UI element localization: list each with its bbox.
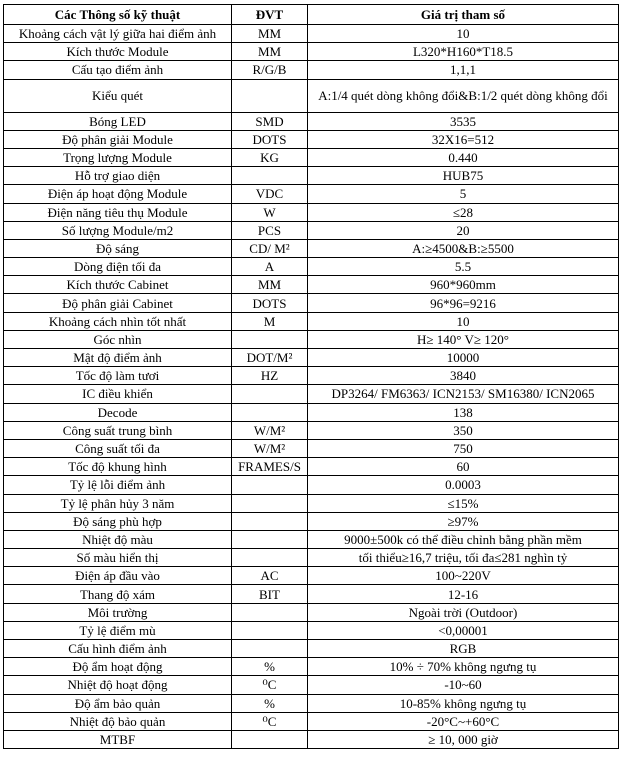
cell-param: Dòng điện tối đa [4, 258, 232, 276]
table-row [4, 312, 619, 330]
table-row [4, 458, 619, 476]
cell-param: Tốc độ làm tươi [4, 367, 232, 385]
cell-unit: MM [232, 25, 308, 43]
cell-value: 3840 [308, 367, 619, 385]
cell-value: 10000 [308, 349, 619, 367]
cell-param: Độ phân giải Cabinet [4, 294, 232, 312]
table-row [4, 43, 619, 61]
table-row [4, 203, 619, 221]
cell-param: Tốc độ khung hình [4, 458, 232, 476]
cell-unit: HZ [232, 367, 308, 385]
cell-unit [232, 79, 308, 112]
header-unit: ĐVT [232, 5, 308, 25]
cell-value: -20°C~+60°C [308, 712, 619, 730]
cell-unit [232, 512, 308, 530]
spec-table [3, 4, 619, 749]
cell-param: Độ phân giải Module [4, 130, 232, 148]
cell-value: H≥ 140° V≥ 120° [308, 330, 619, 348]
cell-param: Nhiệt độ hoạt động [4, 676, 232, 694]
cell-value: 0.440 [308, 148, 619, 166]
cell-unit: DOT/M² [232, 349, 308, 367]
table-row [4, 112, 619, 130]
spec-body [4, 25, 619, 749]
cell-param: Độ ẩm bảo quản [4, 694, 232, 712]
table-row [4, 712, 619, 730]
table-row [4, 658, 619, 676]
cell-value: 750 [308, 439, 619, 457]
cell-value: ≥97% [308, 512, 619, 530]
table-row [4, 25, 619, 43]
cell-param: Góc nhìn [4, 330, 232, 348]
table-row [4, 694, 619, 712]
cell-value: ≤28 [308, 203, 619, 221]
cell-unit: DOTS [232, 130, 308, 148]
table-row [4, 476, 619, 494]
cell-param: Trọng lượng Module [4, 148, 232, 166]
cell-value: <0,00001 [308, 621, 619, 639]
cell-value: 60 [308, 458, 619, 476]
cell-unit [232, 549, 308, 567]
cell-param: Tỷ lệ điểm mù [4, 621, 232, 639]
cell-unit: DOTS [232, 294, 308, 312]
cell-unit [232, 640, 308, 658]
cell-value: 100~220V [308, 567, 619, 585]
table-row [4, 640, 619, 658]
table-row [4, 621, 619, 639]
cell-value: 9000±500k có thể điều chỉnh bằng phần mềm [308, 530, 619, 548]
cell-unit [232, 476, 308, 494]
cell-unit [232, 330, 308, 348]
cell-value: RGB [308, 640, 619, 658]
cell-param: Độ sáng phù hợp [4, 512, 232, 530]
cell-value: 0.0003 [308, 476, 619, 494]
cell-unit: CD/ M² [232, 239, 308, 257]
table-row [4, 258, 619, 276]
cell-value: 10 [308, 25, 619, 43]
cell-param: Công suất tối đa [4, 439, 232, 457]
cell-unit: ⁰C [232, 712, 308, 730]
cell-value: 12-16 [308, 585, 619, 603]
cell-unit [232, 621, 308, 639]
cell-unit: MM [232, 276, 308, 294]
table-row [4, 549, 619, 567]
cell-value: 350 [308, 421, 619, 439]
table-row [4, 585, 619, 603]
cell-unit [232, 494, 308, 512]
cell-param: Decode [4, 403, 232, 421]
cell-param: Tỷ lệ phân hủy 3 năm [4, 494, 232, 512]
cell-param: Kích thước Cabinet [4, 276, 232, 294]
table-row [4, 567, 619, 585]
cell-value: 32X16=512 [308, 130, 619, 148]
cell-unit [232, 530, 308, 548]
table-row [4, 148, 619, 166]
cell-unit: SMD [232, 112, 308, 130]
table-row [4, 494, 619, 512]
cell-unit: W [232, 203, 308, 221]
cell-unit [232, 167, 308, 185]
cell-unit: VDC [232, 185, 308, 203]
table-row [4, 603, 619, 621]
cell-value: 960*960mm [308, 276, 619, 294]
table-row [4, 79, 619, 112]
table-row [4, 239, 619, 257]
header-value: Giá trị tham số [308, 5, 619, 25]
cell-unit: KG [232, 148, 308, 166]
cell-unit: AC [232, 567, 308, 585]
cell-param: Độ ẩm hoạt động [4, 658, 232, 676]
cell-param: Điện áp đầu vào [4, 567, 232, 585]
cell-unit: ⁰C [232, 676, 308, 694]
cell-param: Độ sáng [4, 239, 232, 257]
cell-value: 1,1,1 [308, 61, 619, 79]
cell-value: 5 [308, 185, 619, 203]
table-row [4, 403, 619, 421]
cell-param: Nhiệt độ màu [4, 530, 232, 548]
cell-value: 10% ÷ 70% không ngưng tụ [308, 658, 619, 676]
cell-unit: FRAMES/S [232, 458, 308, 476]
table-row [4, 61, 619, 79]
cell-param: Công suất trung bình [4, 421, 232, 439]
cell-param: Số màu hiển thị [4, 549, 232, 567]
cell-value: 20 [308, 221, 619, 239]
cell-unit: BIT [232, 585, 308, 603]
cell-value: 96*96=9216 [308, 294, 619, 312]
cell-value: 3535 [308, 112, 619, 130]
table-row [4, 530, 619, 548]
cell-value: ≤15% [308, 494, 619, 512]
cell-param: Số lượng Module/m2 [4, 221, 232, 239]
cell-param: Bóng LED [4, 112, 232, 130]
cell-value: HUB75 [308, 167, 619, 185]
cell-unit: MM [232, 43, 308, 61]
cell-param: Môi trường [4, 603, 232, 621]
cell-value: 5.5 [308, 258, 619, 276]
cell-param: IC điều khiển [4, 385, 232, 403]
cell-unit: PCS [232, 221, 308, 239]
cell-unit [232, 385, 308, 403]
header-param: Các Thông số kỹ thuật [4, 5, 232, 25]
table-row [4, 167, 619, 185]
cell-param: Khoảng cách vật lý giữa hai điểm ảnh [4, 25, 232, 43]
table-row [4, 421, 619, 439]
cell-param: Kiểu quét [4, 79, 232, 112]
cell-value: 138 [308, 403, 619, 421]
cell-unit [232, 603, 308, 621]
cell-unit [232, 403, 308, 421]
cell-param: Cấu hình điểm ảnh [4, 640, 232, 658]
table-row [4, 385, 619, 403]
table-row [4, 276, 619, 294]
cell-value: -10~60 [308, 676, 619, 694]
cell-value: tối thiểu≥16,7 triệu, tối đa≤281 nghìn tỷ [308, 549, 619, 567]
cell-param: Nhiệt độ bảo quản [4, 712, 232, 730]
table-row [4, 730, 619, 748]
cell-unit: % [232, 658, 308, 676]
table-row [4, 330, 619, 348]
cell-unit [232, 730, 308, 748]
cell-value: L320*H160*T18.5 [308, 43, 619, 61]
cell-param: Kích thước Module [4, 43, 232, 61]
cell-param: Điện năng tiêu thụ Module [4, 203, 232, 221]
cell-value: Ngoài trời (Outdoor) [308, 603, 619, 621]
cell-unit: R/G/B [232, 61, 308, 79]
cell-param: Điện áp hoạt động Module [4, 185, 232, 203]
cell-unit: % [232, 694, 308, 712]
table-row [4, 185, 619, 203]
cell-unit: W/M² [232, 439, 308, 457]
cell-value: DP3264/ FM6363/ ICN2153/ SM16380/ ICN2065 [308, 385, 619, 403]
table-row [4, 349, 619, 367]
table-row [4, 439, 619, 457]
cell-value: A:1/4 quét dòng không đổi&B:1/2 quét dòng không đổi [308, 79, 619, 112]
table-row [4, 294, 619, 312]
header-row [4, 5, 619, 25]
cell-param: Khoảng cách nhìn tốt nhất [4, 312, 232, 330]
cell-value: ≥ 10, 000 giờ [308, 730, 619, 748]
table-row [4, 676, 619, 694]
cell-value: 10 [308, 312, 619, 330]
cell-unit: W/M² [232, 421, 308, 439]
table-row [4, 221, 619, 239]
cell-param: Cấu tạo điểm ảnh [4, 61, 232, 79]
cell-unit: A [232, 258, 308, 276]
cell-param: Mật độ điểm ảnh [4, 349, 232, 367]
table-row [4, 512, 619, 530]
cell-value: A:≥4500&B:≥5500 [308, 239, 619, 257]
cell-param: MTBF [4, 730, 232, 748]
cell-param: Tỷ lệ lỗi điểm ảnh [4, 476, 232, 494]
table-row [4, 367, 619, 385]
cell-param: Hỗ trợ giao diện [4, 167, 232, 185]
cell-param: Thang độ xám [4, 585, 232, 603]
table-row [4, 130, 619, 148]
cell-unit: M [232, 312, 308, 330]
cell-value: 10-85% không ngưng tụ [308, 694, 619, 712]
